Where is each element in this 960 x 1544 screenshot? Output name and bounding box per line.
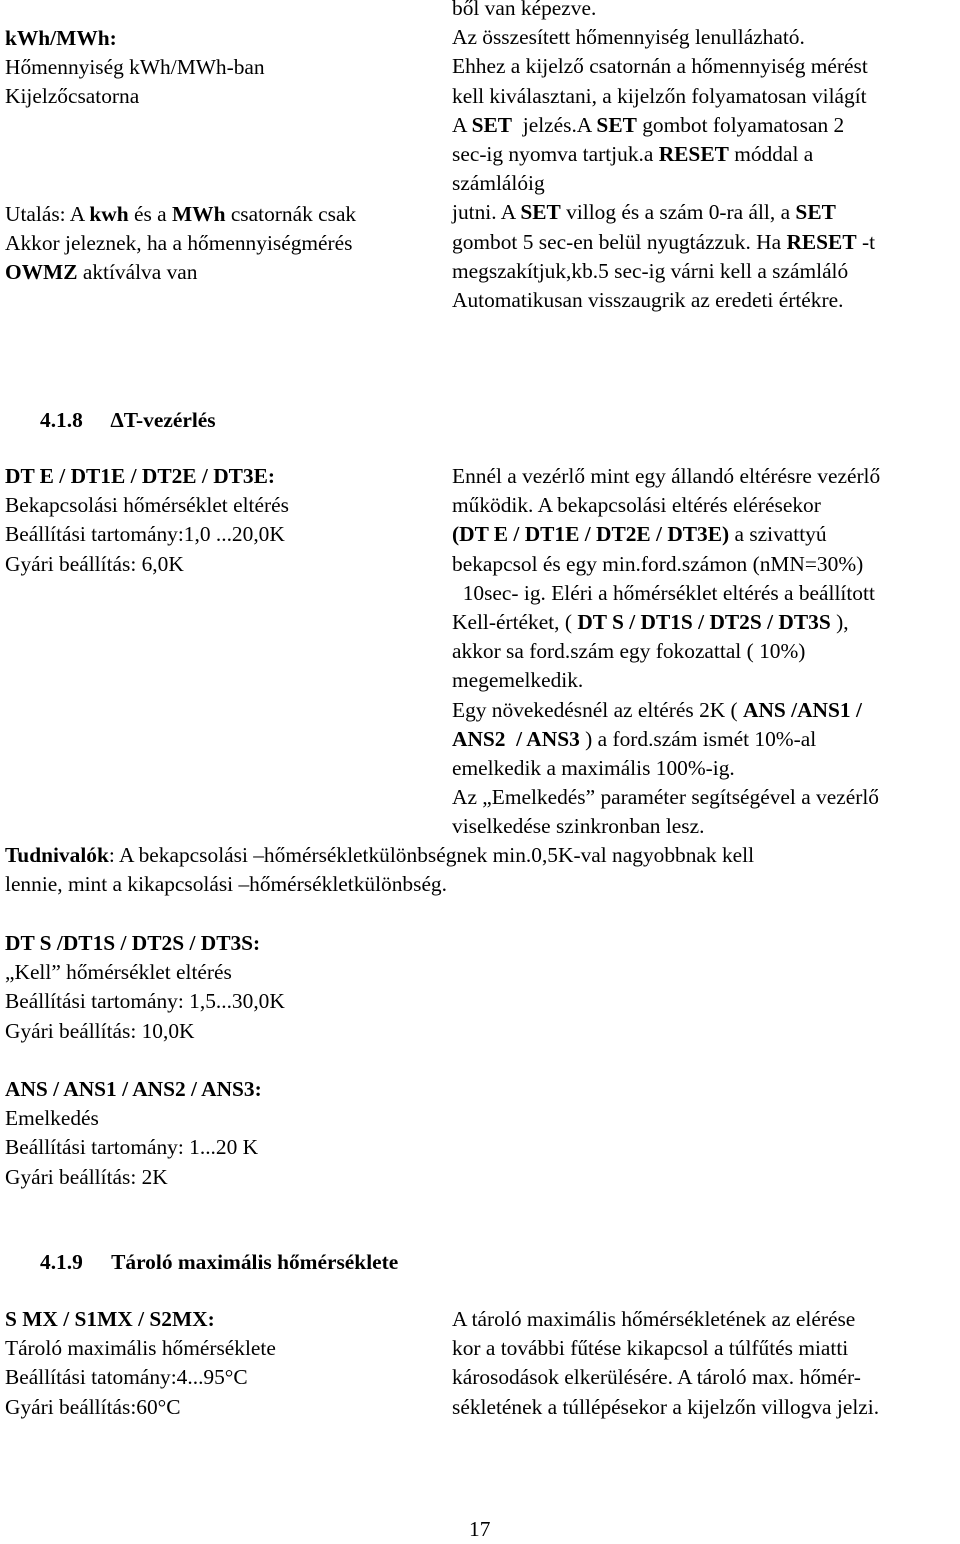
paragraph-line: emelkedik a maximális 100%-ig. [452,756,735,781]
paragraph-line: károsodások elkerülésére. A tároló max. hőmér- [452,1365,861,1390]
paragraph-line [452,140,875,169]
ans-bold: ANS /ANS1 / [743,697,862,722]
param-desc: Tároló maximális hőmérséklete [5,1336,276,1361]
text-fragment: Kell-értéket, ( [452,610,578,635]
text-fragment: sec-ig nyomva tartjuk.a [452,142,659,167]
kwh-bold: kwh [89,202,129,226]
smx-description [452,1305,879,1422]
text-fragment: a szivattyú [729,522,827,547]
paragraph-line: akkor sa ford.szám egy fokozattal ( 10%) [452,639,806,664]
set-bold: SET [795,200,836,225]
kwh-note-line-3 [5,258,356,287]
paragraph-line: Automatikusan visszaugrik az eredeti értékre. [452,288,844,313]
text-fragment: gombot folyamatosan 2 [636,112,845,137]
paragraph-line: viselkedése szinkronban lesz. [452,814,705,839]
paragraph-line: ből van képezve. [452,0,597,20]
paragraph-line: Az „Emelkedés” paraméter segítségével a vezérlő [452,785,879,810]
param-default: Gyári beállítás: 6,0K [5,551,184,576]
paragraph-line: Ennél a vezérlő mint egy állandó eltérésre vezérlő [452,464,881,488]
text-fragment: -t [856,229,876,254]
param-range: Beállítási tartomány: 1...20 K [5,1135,259,1160]
text-fragment: jelzés.A [512,112,597,137]
dte-description [452,462,880,842]
text-fragment: ), [830,610,849,635]
section-title: ΔT-vezérlés [110,408,216,432]
param-range: Beállítási tartomány: 1,5...30,0K [5,989,285,1014]
reset-bold: RESET [658,142,729,167]
text-fragment: : A bekapcsolási –hőmérsékletkülönbségnek min.0,5K-val nagyobbnak kell [108,843,755,867]
section-418-heading [40,406,216,435]
kwh-channel-line: Kijelzőcsatorna [5,84,140,109]
param-desc: Emelkedés [5,1106,99,1131]
paragraph-line: bekapcsol és egy min.ford.számon (nMN=30%) [452,551,864,576]
kwh-note-line-1 [5,200,356,229]
param-desc: „Kell” hőmérséklet eltérés [5,960,232,985]
paragraph-line: Az összesített hőmennyiség lenullázható. [452,25,805,50]
text-fragment: csatornák csak [225,202,357,226]
kwh-title: kWh/MWh: [5,26,117,50]
note-label: Tudnivalók [5,843,109,867]
text-fragment: jutni. A [452,200,521,225]
param-title: ANS / ANS1 / ANS2 / ANS3: [5,1077,262,1101]
param-range: Beállítási tartomány:1,0 ...20,0K [5,522,285,547]
param-title: DT E / DT1E / DT2E / DT3E: [5,464,276,488]
text-fragment: gombot 5 sec-en belül nyugtázzuk. Ha [452,229,787,254]
text-fragment: móddal a [728,142,814,167]
text-fragment: A [452,112,472,137]
section-number: 4.1.8 [40,408,83,432]
text-fragment: Utalás: A [5,202,90,226]
paragraph-line: számlálóig [452,171,545,196]
tudnivalok-note [5,841,955,899]
dte-bold: (DT E / DT1E / DT2E / DT3E) [452,522,730,547]
dts-param-block [5,929,285,1046]
param-default: Gyári beállítás: 10,0K [5,1018,195,1043]
paragraph-line: 10sec- ig. Eléri a hőmérséklet eltérés a beállított [452,580,875,605]
param-range: Beállítási tatomány:4...95°C [5,1365,248,1390]
dts-bold: DT S / DT1S / DT2S / DT3S [577,610,831,635]
paragraph-line [452,228,875,257]
smx-param-block [5,1305,276,1422]
paragraph-line: A tároló maximális hőmérsékletének az elérése [452,1307,856,1331]
param-title: S MX / S1MX / S2MX: [5,1307,215,1331]
kwh-note-line-2: Akkor jeleznek, ha a hőmennyiségmérés [5,231,353,256]
kwh-left-header [5,24,265,112]
paragraph-line: Ehhez a kijelző csatornán a hőmennyiség mérést [452,54,868,79]
section-number: 4.1.9 [40,1250,83,1274]
param-desc: Bekapcsolási hőmérséklet eltérés [5,493,289,518]
note-line-1 [5,841,955,870]
set-bold: SET [471,112,513,137]
param-default: Gyári beállítás: 2K [5,1164,168,1189]
kwh-left-note [5,200,356,288]
reset-bold: RESET [786,229,857,254]
text-fragment: aktíválva van [77,260,198,285]
param-default: Gyári beállítás:60°C [5,1394,181,1419]
section-title: Tároló maximális hőmérséklete [111,1250,399,1274]
paragraph-line [452,198,875,227]
page-number: 17 [469,1517,491,1541]
param-title: DT S /DT1S / DT2S / DT3S: [5,931,261,955]
paragraph-line [452,696,880,725]
paragraph-line [452,111,875,140]
section-419-heading [40,1248,398,1277]
set-bold: SET [520,200,561,225]
owmz-bold: OWMZ [5,260,78,285]
dte-param-block [5,462,289,579]
ans-bold: ANS2 / ANS3 [452,726,580,751]
note-line-2: lennie, mint a kikapcsolási –hőmérsékletkülönbség. [5,872,447,897]
kwh-right-text [452,0,875,315]
paragraph-line: megszakítjuk,kb.5 sec-ig várni kell a számláló [452,258,849,283]
text-fragment: villog és a szám 0-ra áll, a [560,200,796,225]
paragraph-line: sékletének a túllépésekor a kijelzőn villogva jelzi. [452,1394,880,1419]
text-fragment: Egy növekedésnél az eltérés 2K ( [452,697,744,722]
text-fragment: és a [128,202,172,226]
paragraph-line: működik. A bekapcsolási eltérés elérésekor [452,493,821,518]
paragraph-line [452,608,880,637]
mwh-bold: MWh [171,202,226,226]
ans-param-block [5,1075,262,1192]
paragraph-line: kor a további fűtése kikapcsol a túlfűtés miatti [452,1336,849,1361]
kwh-desc-line: Hőmennyiség kWh/MWh-ban [5,55,265,80]
paragraph-line: kell kiválasztani, a kijelzőn folyamatosan világít [452,83,867,108]
paragraph-line: megemelkedik. [452,668,584,693]
paragraph-line [452,520,880,549]
text-fragment: ) a ford.szám ismét 10%-al [579,726,817,751]
set-bold: SET [596,112,637,137]
paragraph-line [452,725,880,754]
